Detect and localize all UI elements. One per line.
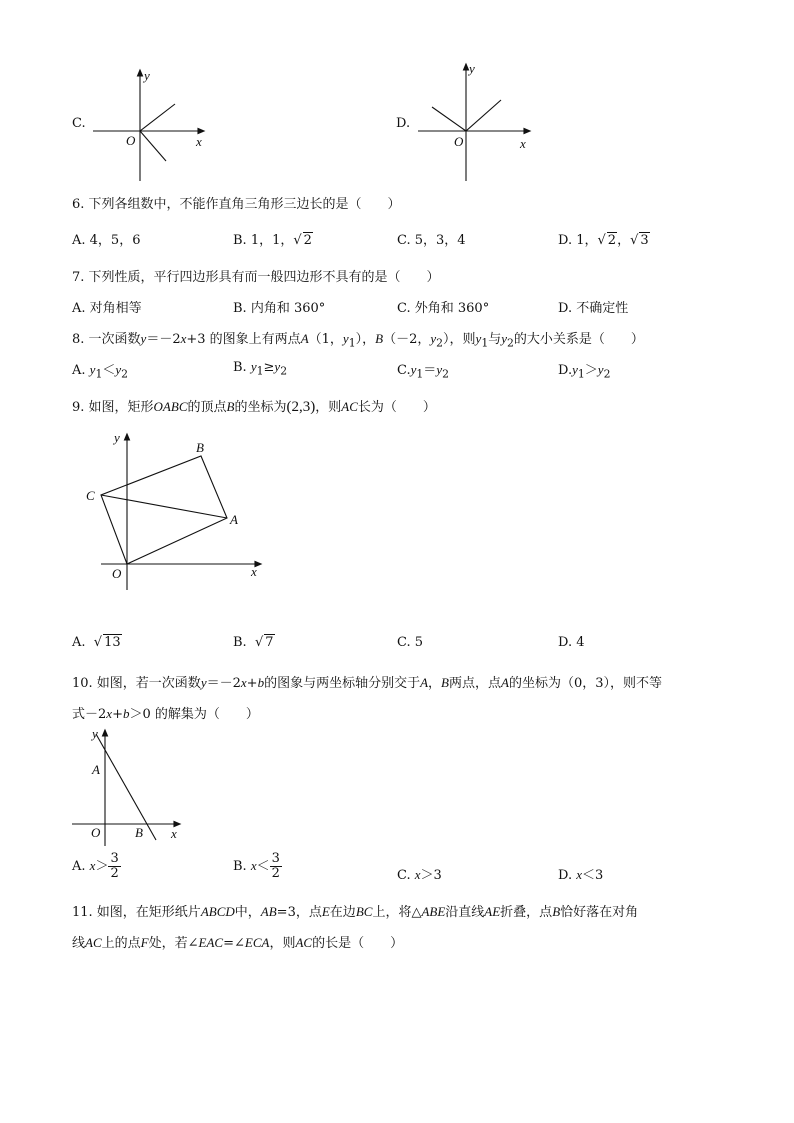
- q9-option-c[interactable]: C. 5: [397, 635, 424, 650]
- label: B.: [233, 859, 247, 874]
- q7-option-c[interactable]: C. 外角和 360°: [397, 301, 490, 316]
- relation: ＞: [95, 859, 109, 874]
- text: +: [246, 676, 258, 691]
- relation: ＜: [102, 363, 116, 378]
- subscript: 1: [481, 336, 489, 350]
- var: AC: [295, 935, 313, 950]
- text: 的坐标为: [234, 400, 287, 415]
- var: b: [257, 675, 265, 690]
- text: （－2，: [383, 332, 431, 347]
- text: 11. 如图，在矩形纸片: [72, 905, 201, 920]
- var: y: [140, 331, 147, 346]
- subscript: 2: [603, 367, 611, 381]
- fraction: [108, 852, 120, 881]
- text: 恰好落在对角: [560, 905, 639, 920]
- subscript: 2: [280, 364, 288, 378]
- relation: ＝: [423, 363, 437, 378]
- var: B: [441, 675, 449, 690]
- label-b: B: [135, 825, 143, 840]
- numerator: 3: [110, 851, 119, 866]
- text: 的图象与两坐标轴分别交于: [264, 676, 421, 691]
- var: x: [180, 331, 187, 346]
- text: ，: [428, 676, 442, 691]
- var: E: [321, 904, 330, 919]
- origin-label: O: [126, 133, 136, 148]
- var: y: [342, 331, 349, 346]
- var: x: [89, 858, 96, 873]
- text: ＝－2: [206, 676, 241, 691]
- label: D.: [558, 868, 573, 883]
- var: BC: [355, 904, 373, 919]
- var: EAC: [198, 935, 224, 950]
- text: 在边: [329, 905, 356, 920]
- text: ，则: [315, 400, 342, 415]
- relation: ≥: [263, 360, 275, 375]
- label-a: A: [92, 762, 100, 777]
- relation: ＜3: [582, 868, 604, 883]
- var: x: [576, 867, 583, 882]
- sqrt-icon: √: [597, 233, 606, 248]
- q6-stem: 6. 下列各组数中，不能作直角三角形三边长的是（ ）: [72, 197, 401, 212]
- q9-option-d[interactable]: D. 4: [558, 635, 585, 650]
- text: ），: [355, 332, 376, 347]
- var: x: [414, 867, 421, 882]
- label-a: A: [230, 512, 238, 527]
- var: y: [200, 675, 207, 690]
- text: +: [112, 707, 123, 722]
- label: D.: [558, 363, 573, 378]
- label-y: y: [92, 726, 98, 741]
- var: AE: [484, 904, 501, 919]
- q10-option-d[interactable]: [558, 864, 603, 883]
- sqrt-icon: √: [293, 233, 302, 248]
- text: ，则: [269, 936, 296, 951]
- var: A: [420, 675, 429, 690]
- origin-label: O: [454, 134, 464, 149]
- text: 的坐标为（0，3），则不等: [508, 676, 663, 691]
- axis-label-x: x: [196, 134, 202, 149]
- radicand: 3: [640, 233, 649, 248]
- text: 与: [488, 332, 502, 347]
- text: =3，点: [276, 905, 322, 920]
- relation: ＞: [584, 363, 598, 378]
- var: b: [122, 706, 130, 721]
- q7-stem: 7. 下列性质，平行四边形具有而一般四边形不具有的是（ ）: [72, 270, 440, 285]
- separator: ，: [617, 233, 631, 248]
- text: 中，: [234, 905, 261, 920]
- text: 沿直线: [445, 905, 485, 920]
- var: AC: [341, 399, 358, 414]
- q7-option-b[interactable]: B. 内角和 360°: [233, 301, 326, 316]
- subscript: 2: [507, 336, 514, 350]
- var: y: [572, 362, 578, 377]
- relation: ＜: [256, 859, 270, 874]
- text: 长为（ ）: [357, 400, 436, 415]
- q5-option-c-label[interactable]: C.: [72, 116, 86, 131]
- axis-label-x: x: [520, 136, 526, 151]
- denominator: 2: [271, 866, 280, 881]
- label: A.: [72, 635, 86, 650]
- text: 8. 一次函数: [72, 332, 141, 347]
- q10-option-c[interactable]: [397, 864, 442, 883]
- text: ），则: [443, 332, 476, 347]
- subscript: 2: [442, 367, 449, 381]
- radicand: 13: [104, 635, 121, 650]
- denominator: 2: [110, 866, 119, 881]
- label-x: x: [251, 564, 257, 579]
- var: OABC: [153, 399, 188, 414]
- subscript: 2: [436, 336, 444, 350]
- var: ECA: [244, 935, 270, 950]
- q6-option-a[interactable]: A. 4，5，6: [72, 233, 141, 248]
- text: 式－2: [72, 707, 107, 722]
- q6-option-b-text: B. 1，1，: [233, 233, 294, 248]
- label: A.: [72, 859, 86, 874]
- subscript: 2: [121, 367, 129, 381]
- text: ＝－2: [146, 332, 181, 347]
- label: A.: [72, 363, 86, 378]
- subscript: 1: [256, 364, 264, 378]
- var: y: [597, 362, 604, 377]
- text: 上，将△: [372, 905, 422, 920]
- radicand: 2: [303, 233, 312, 248]
- var: ABE: [421, 904, 446, 919]
- label: B.: [233, 635, 247, 650]
- var: x: [106, 706, 113, 721]
- subscript: 1: [577, 367, 585, 381]
- var: ABCD: [200, 904, 235, 919]
- numerator: 3: [271, 851, 280, 866]
- var: y: [250, 359, 257, 374]
- var: y: [475, 331, 482, 346]
- text: （1，: [308, 332, 343, 347]
- label-o: O: [91, 825, 101, 840]
- label-y: y: [114, 430, 120, 445]
- var: B: [226, 399, 235, 414]
- var: F: [140, 935, 149, 950]
- sqrt-icon: √: [93, 635, 103, 650]
- var: y: [89, 362, 96, 377]
- q6-option-c[interactable]: C. 5，3，4: [397, 233, 466, 248]
- text: 折叠，点: [500, 905, 553, 920]
- text: 线: [72, 936, 86, 951]
- var: y: [501, 331, 507, 346]
- sqrt-icon: √: [630, 233, 639, 248]
- var: AC: [85, 935, 102, 950]
- q7-option-a[interactable]: A. 对角相等: [72, 301, 142, 316]
- label-c: C: [86, 488, 95, 503]
- q11-stem-line2: [72, 932, 403, 951]
- subscript: 1: [95, 367, 103, 381]
- relation: ＞3: [420, 868, 442, 883]
- var: y: [430, 331, 437, 346]
- radicand: 7: [265, 635, 274, 650]
- q11-stem-line1: [72, 901, 638, 920]
- fraction: [270, 852, 282, 881]
- var: y: [436, 362, 443, 377]
- var: x: [250, 858, 257, 873]
- sqrt-icon: √: [254, 635, 264, 650]
- var: y: [274, 359, 281, 374]
- q6-option-d-text: D. 1，: [558, 233, 598, 248]
- var: y: [115, 362, 122, 377]
- radicand: 2: [607, 233, 617, 248]
- var: B: [375, 331, 384, 346]
- subscript: 1: [416, 367, 424, 381]
- text: 的长是（ ）: [312, 936, 404, 951]
- label: C.: [397, 868, 411, 883]
- var: A: [300, 331, 309, 346]
- q10-option-a[interactable]: [72, 852, 121, 881]
- text: 两点，点: [449, 676, 502, 691]
- text: +3 的图象上有两点: [186, 332, 301, 347]
- var: AB: [260, 904, 277, 919]
- text: 处，若∠: [148, 936, 199, 951]
- label-x: x: [171, 826, 177, 841]
- y-arrow: [103, 730, 108, 736]
- text: ＞0 的解集为（ ）: [129, 707, 259, 722]
- q5-option-d-label[interactable]: D.: [396, 116, 411, 131]
- label-b: B: [196, 440, 204, 455]
- var: y: [410, 362, 417, 377]
- label: B.: [233, 360, 247, 375]
- var: B: [552, 904, 561, 919]
- text: 的顶点: [187, 400, 227, 415]
- text: 的大小关系是（ ）: [513, 332, 644, 347]
- subscript: 1: [348, 336, 356, 350]
- coordinate: (2,3): [286, 399, 316, 415]
- var: A: [501, 675, 509, 690]
- label-o: O: [112, 566, 122, 581]
- q10-option-b[interactable]: [233, 852, 282, 881]
- text: =∠: [223, 936, 245, 951]
- axis-label-y: y: [469, 61, 475, 76]
- q7-option-d[interactable]: D. 不确定性: [558, 301, 629, 316]
- text: 上的点: [101, 936, 141, 951]
- label: C.: [397, 363, 411, 378]
- text: 10. 如图，若一次函数: [72, 676, 201, 691]
- text: 9. 如图，矩形: [72, 400, 154, 415]
- var: x: [240, 675, 247, 690]
- axis-label-y: y: [144, 68, 150, 83]
